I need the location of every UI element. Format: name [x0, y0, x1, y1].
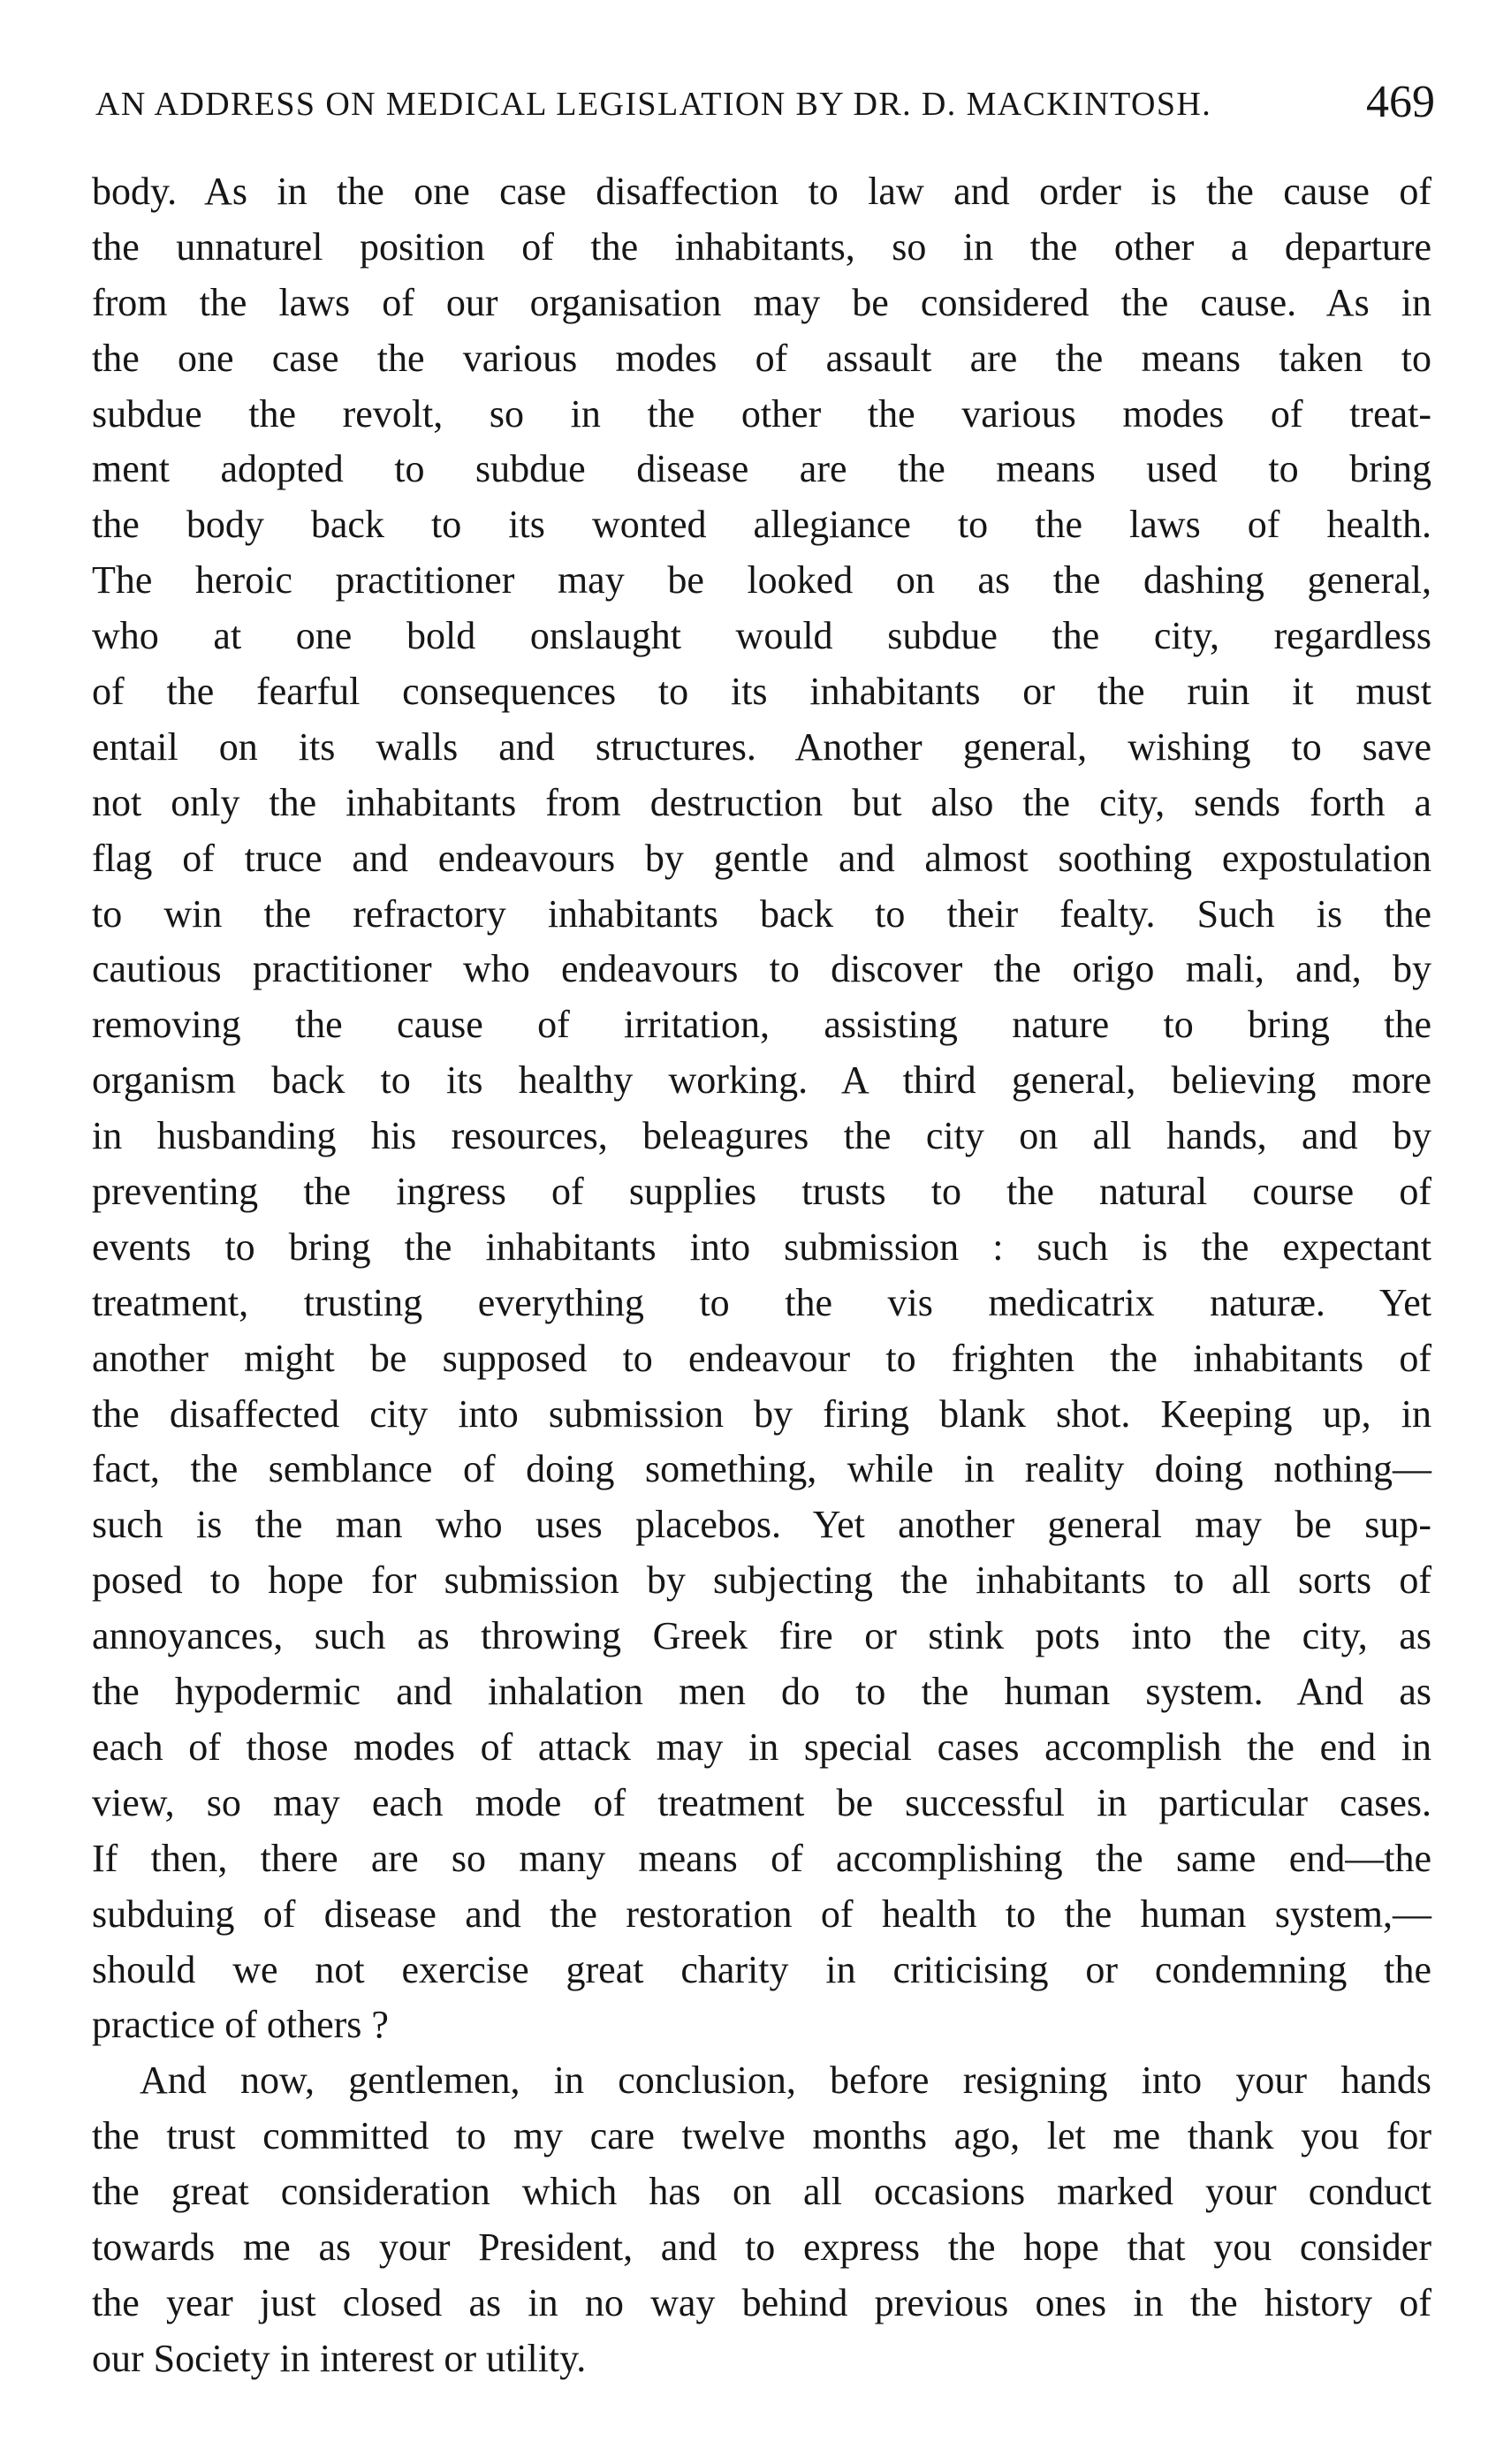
text-line: view, so may each mode of treatment be successful in particular cases.	[92, 1780, 1431, 1824]
text-line: the great consideration which has on all occasions marked your conduct	[92, 2170, 1431, 2214]
text-line: fact, the semblance of doing something, while in reality doing nothing—	[92, 1447, 1431, 1491]
text-line: events to bring the inhabitants into submission : such is the expectant	[92, 1224, 1431, 1269]
text-line: towards me as your President, and to express the hope that you consider	[92, 2225, 1431, 2269]
text-line: of the fearful consequences to its inhabitants or the ruin it must	[92, 670, 1431, 714]
text-line: who at one bold onslaught would subdue the city, regardless	[92, 614, 1431, 658]
text-line: in husbanding his resources, beleagures the city on all hands, and by	[92, 1114, 1431, 1158]
text-line: another might be supposed to endeavour to frighten the inhabitants of	[92, 1336, 1431, 1380]
text-line: posed to hope for submission by subjecting the inhabitants to all sorts of	[92, 1558, 1431, 1603]
text-line: ment adopted to subdue disease are the means used to bring	[92, 447, 1431, 491]
running-head	[95, 69, 1435, 140]
text-line: practice of others ?	[92, 2003, 389, 2047]
text-line: organism back to its healthy working. A third general, believing more	[92, 1058, 1431, 1103]
text-line: the hypodermic and inhalation men do to the human system. And as	[92, 1670, 1431, 1714]
text-line: such is the man who uses placebos. Yet another general may be sup-	[92, 1503, 1431, 1547]
text-line: preventing the ingress of supplies trusts to the natural course of	[92, 1170, 1431, 1214]
text-line: entail on its walls and structures. Another general, wishing to save	[92, 724, 1431, 769]
body-text	[92, 164, 1431, 2387]
text-line: should we not exercise great charity in criticising or condemning the	[92, 1947, 1431, 1991]
text-line: from the laws of our organisation may be considered the cause. As in	[92, 280, 1431, 324]
text-line: treatment, trusting everything to the vis medicatrix naturæ. Yet	[92, 1280, 1431, 1324]
text-line: the year just closed as in no way behind previous ones in the history of	[92, 2280, 1431, 2324]
text-line: cautious practitioner who endeavours to discover the origo mali, and, by	[92, 947, 1431, 991]
text-line: flag of truce and endeavours by gentle and almost soothing expostulation	[92, 836, 1431, 880]
text-line: If then, there are so many means of accomplishing the same end—the	[92, 1836, 1431, 1880]
text-line: annoyances, such as throwing Greek fire or stink pots into the city, as	[92, 1614, 1431, 1658]
running-title: AN ADDRESS ON MEDICAL LEGISLATION BY DR. D. MACKINTOSH.	[95, 86, 1212, 123]
text-line: not only the inhabitants from destruction but also the city, sends forth a	[92, 780, 1431, 824]
paragraph-1	[92, 164, 1431, 2053]
text-line: body. As in the one case disaffection to law and order is the cause of	[92, 170, 1431, 213]
text-line: the trust committed to my care twelve months ago, let me thank you for	[92, 2114, 1431, 2158]
paragraph-2	[92, 2053, 1431, 2386]
text-line: to win the refractory inhabitants back to their fealty. Such is the	[92, 891, 1431, 936]
text-line: And now, gentlemen, in conclusion, before resigning into your hands	[140, 2058, 1431, 2103]
text-line: the one case the various modes of assault are the means taken to	[92, 336, 1431, 380]
text-line: The heroic practitioner may be looked on as the dashing general,	[92, 558, 1431, 603]
text-line: the disaffected city into submission by firing blank shot. Keeping up, in	[92, 1391, 1431, 1436]
text-line: removing the cause of irritation, assisting nature to bring the	[92, 1003, 1431, 1047]
text-line: subdue the revolt, so in the other the various modes of treat-	[92, 391, 1431, 436]
text-line: the body back to its wonted allegiance to the laws of health.	[92, 503, 1431, 547]
page-number: 469	[1366, 77, 1435, 127]
text-line: the unnaturel position of the inhabitants, so in the other a departure	[92, 224, 1431, 269]
text-line: subduing of disease and the restoration of health to the human system,—	[92, 1892, 1431, 1936]
text-line: each of those modes of attack may in special cases accomplish the end in	[92, 1725, 1431, 1769]
text-line: our Society in interest or utility.	[92, 2336, 587, 2380]
